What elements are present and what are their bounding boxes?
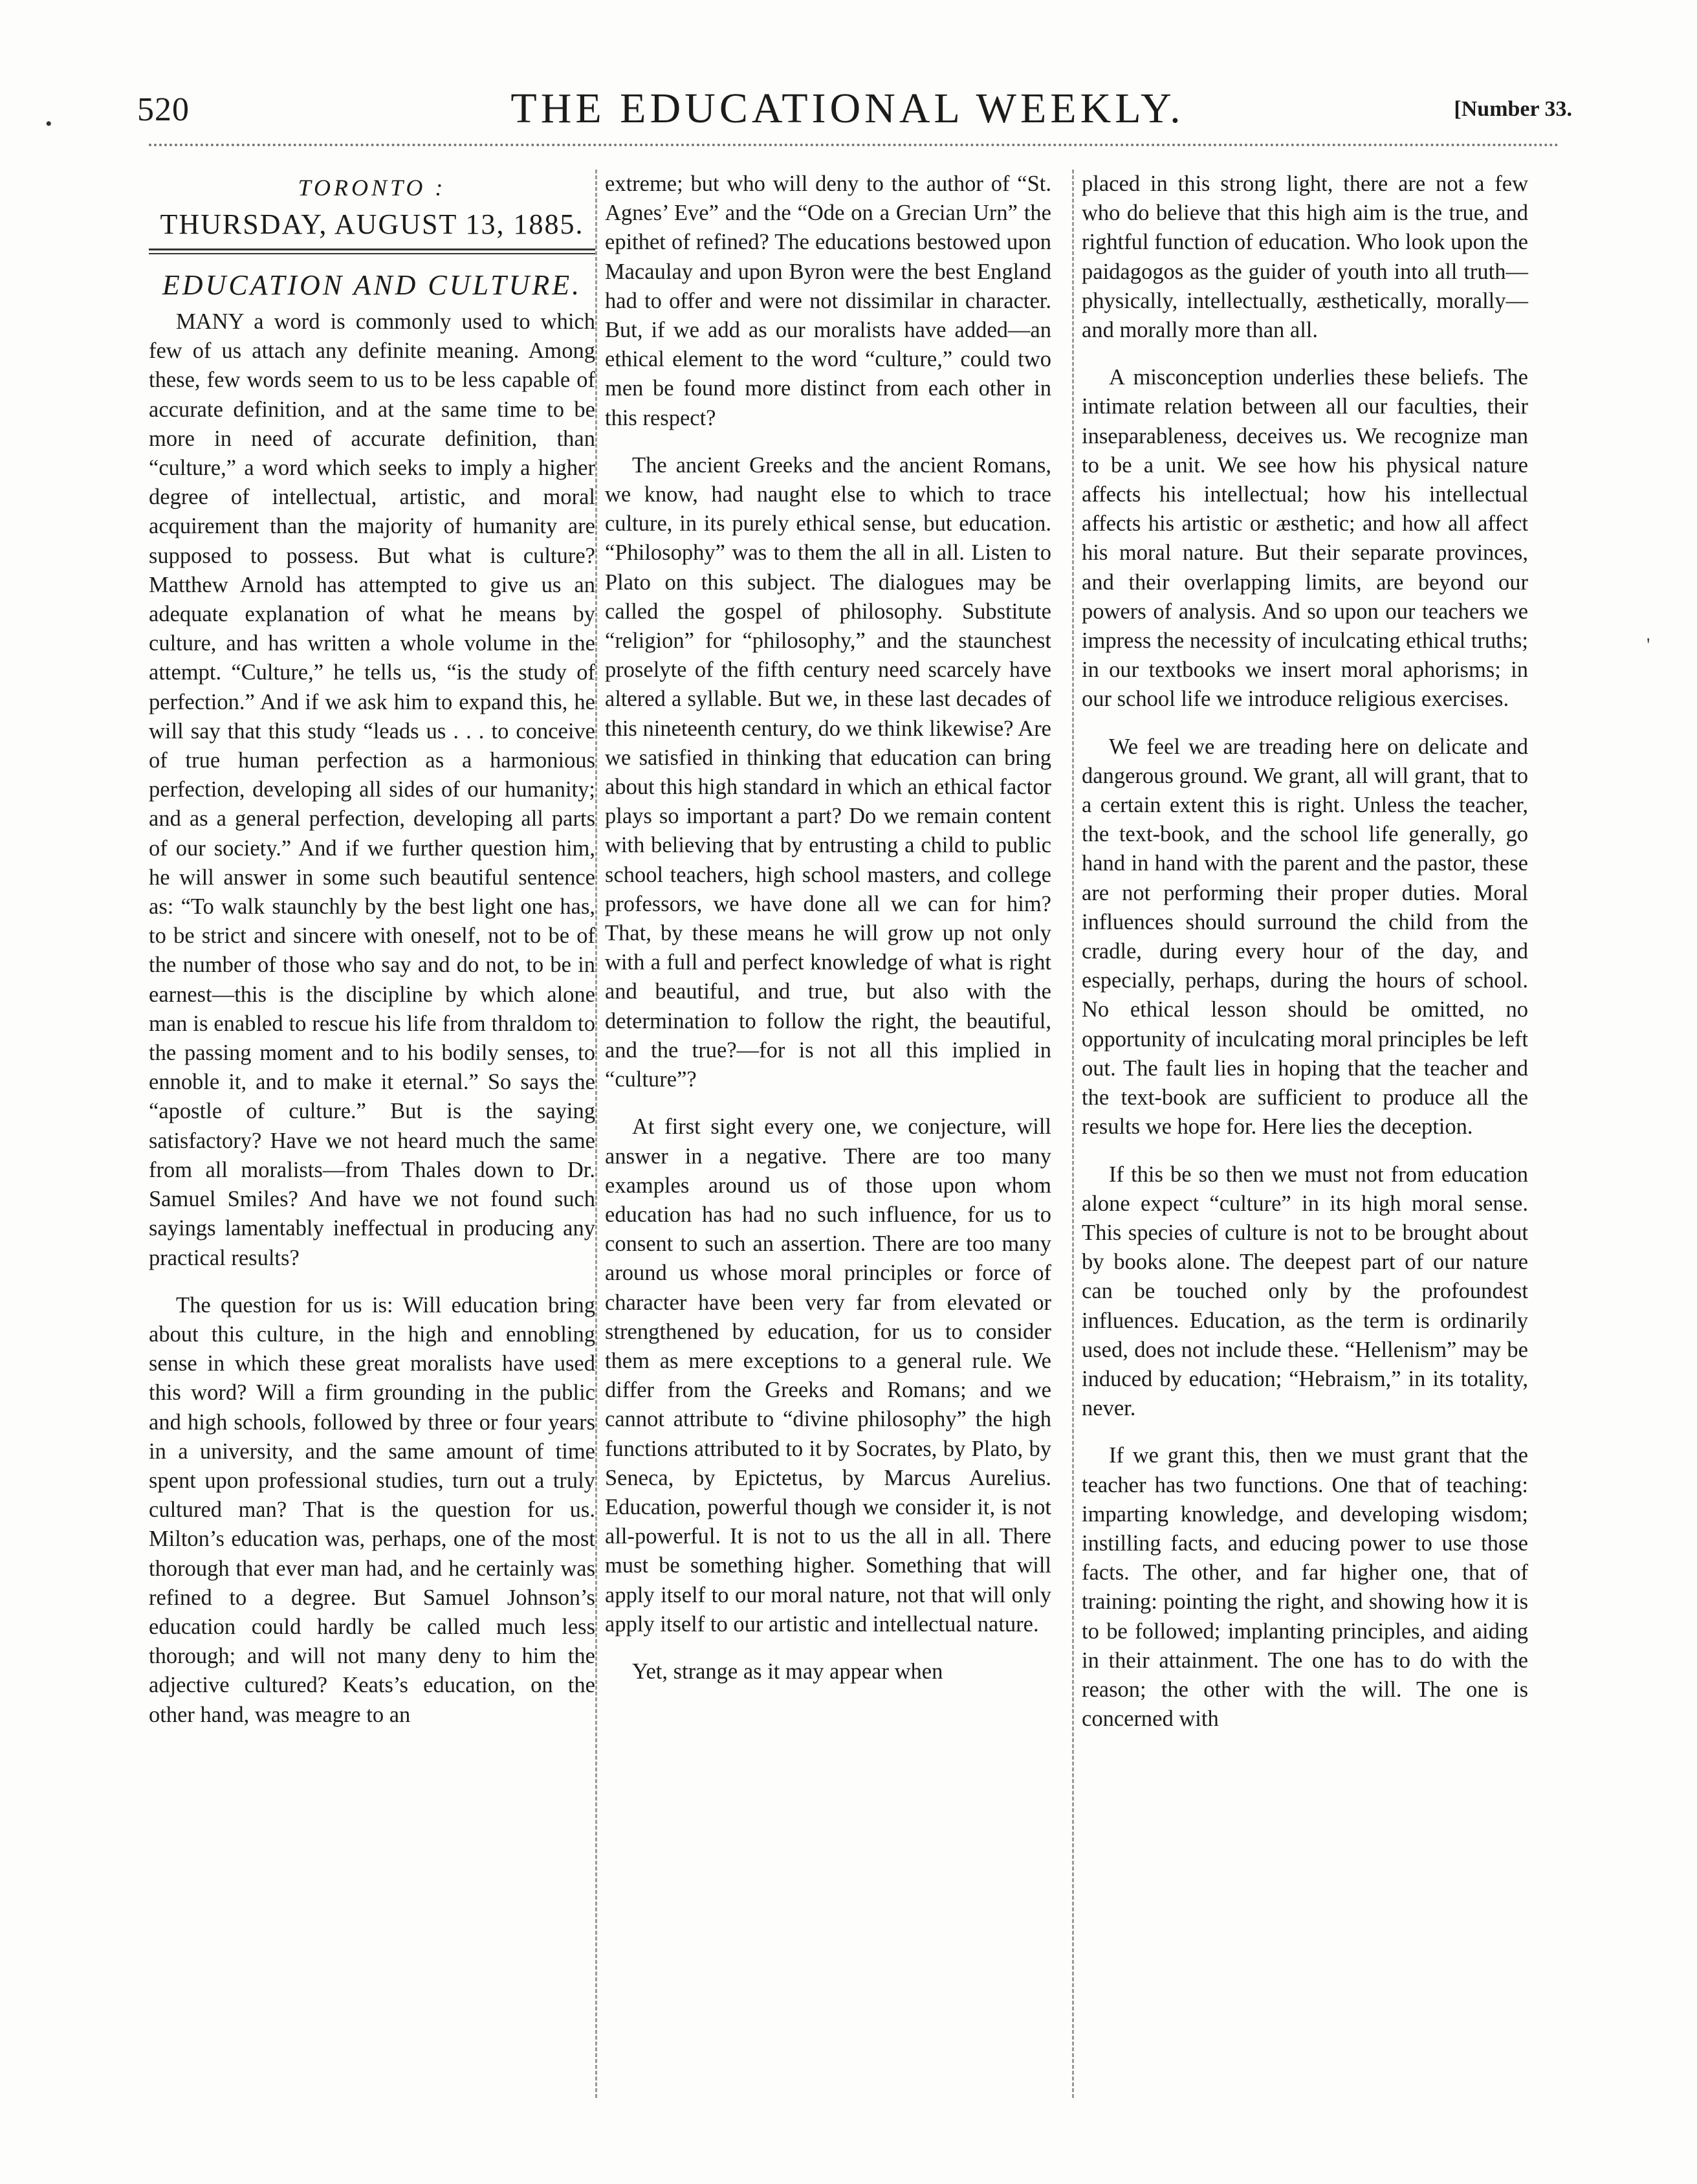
- margin-dot: •: [45, 113, 52, 135]
- column-3: [1082, 170, 1528, 1734]
- dateline-date: THURSDAY, AUGUST 13, 1885.: [160, 208, 584, 240]
- margin-tick: ': [1647, 634, 1650, 656]
- column-divider: [1072, 170, 1074, 2098]
- paragraph: MANY a word is commonly used to which few of us attach any definite meaning. Among these, few words seem to us to be less capable of accurate definition, and at the same time to be more in need of accurate definition, than “culture,” a word which seeks to imply a higher degree of intellectual, artistic, and moral acquirement than the majority of humanity are supposed to possess. But what is culture? Matthew Arnold has attempted to give us an adequate explanation of what he means by culture, and has written a whole volume in the attempt. “Culture,” he tells us, “is the study of perfection.” And if we ask him to expand this, he will say that this study “leads us . . . to conceive of true human perfection as a harmonious perfection, developing all sides of our humanity; and as a general perfection, developing all parts of our society.” And if we further question him, he will answer in some such beautiful sentence as: “To walk staunchly by the best light one has, to be strict and sincere with oneself, not to be of the number of those who say and do not, to be in earnest—this is the discipline by which alone man is enabled to rescue his life from thraldom to the passing moment and to his bodily senses, to ennoble it, and to make it eternal.” So says the “apostle of culture.” But is the saying satisfactory? Have we not heard much the same from all moralists—from Thales down to Dr. Samuel Smiles? And have we not found such sayings lamentably ineffectual in producing any practical results?: [149, 309, 595, 1270]
- paragraph: Yet, strange as it may appear when: [632, 1659, 943, 1684]
- paragraph: The ancient Greeks and the ancient Romans, we know, had naught else to which to trace culture, in its purely ethical sense, but education. “Philosophy” was to them the all in all. Listen to Plato on this subject. The dialogues may be called the gospel of philosophy. Substitute “religion” for “philosophy,” and the staunchest proselyte of the fifth century need scarcely have altered a syllable. But we, in these last decades of this nineteenth century, do we think likewise? Are we satisfied in thinking that education can bring about this high standard in which an ethical factor plays so important a part? Do we remain content with believing that by entrusting a child to public school teachers, high school masters, and college professors, we have done all we can for him? That, by these means he will grow up not only with a full and perfect knowledge of what is right and beautiful, and true, but also with the determination to follow the right, the beautiful, and the true?—for is not all this implied in “culture”?: [605, 452, 1051, 1092]
- dateline-city: TORONTO :: [298, 175, 446, 201]
- issue-number: [Number 33.: [1454, 97, 1572, 121]
- paragraph: A misconception underlies these beliefs. The intimate relation between all our faculties, their inseparableness, deceives us. We recognize man to be a unit. We see how his physical nature affects his intellectual; how his intellectual affects his artistic or æsthetic; and how all affect his moral nature. But their separate provinces, and their overlapping limits, are beyond our powers of analysis. And so upon our teachers we impress the necessity of inculcating ethical truths; in our textbooks we insert moral aphorisms; in our school life we introduce religious exercises.: [1082, 365, 1528, 712]
- column-1: [149, 170, 595, 1730]
- dateline-rule: [149, 248, 595, 254]
- header-rule: [149, 144, 1559, 146]
- page-number: 520: [137, 91, 190, 128]
- paragraph: At first sight every one, we conjecture, will answer in a negative. There are too many examples around us of those upon whom education has had no such influence, for us to consent to such an assertion. There are too many around us whose moral principles or force of character have been very far from elevated or strengthened by education, for us to consider them as mere exceptions to a general rule. We differ from the Greeks and Romans; and we cannot attribute to “divine philosophy” the high functions attributed to it by Socrates, by Plato, by Seneca, by Epictetus, by Marcus Aurelius. Education, powerful though we consider it, is not all-powerful. It is not to us the all in all. There must be something higher. Something that will apply itself to our moral nature, not that will only apply itself to our artistic and intellectual nature.: [605, 1114, 1051, 1637]
- journal-title: THE EDUCATIONAL WEEKLY.: [510, 85, 1185, 132]
- paragraph: The question for us is: Will education bring about this culture, in the high and ennobling sense in which these great moralists have used this word? Will a firm grounding in the public and high schools, followed by three or four years in a university, and the same amount of time spent upon professional studies, turn out a truly cultured man? That is the question for us. Milton’s education was, perhaps, one of the most thorough that ever man had, and he certainly was refined to a degree. But Samuel Johnson’s education could hardly be called much less thorough; and will not many deny to him the adjective cultured? Keats’s education, on the other hand, was meagre to an: [149, 1292, 595, 1727]
- paragraph: If this be so then we must not from education alone expect “culture” in its high moral sense. This species of culture is not to be brought about by books alone. The deepest part of our nature can be touched only by the profoundest influences. Education, as the term is ordinarily used, does not include these. “Hellenism” may be induced by education; “Hebraism,” in its totality, never.: [1082, 1162, 1528, 1421]
- article-title: EDUCATION AND CULTURE.: [162, 269, 582, 301]
- column-divider: [595, 170, 597, 2098]
- paragraph: We feel we are treading here on delicate and dangerous ground. We grant, all will grant, that to a certain extent this is right. Unless the teacher, the text-book, and the school life generally, go hand in hand with the parent and the pastor, these are not performing their proper duties. Moral influences should surround the child from the cradle, during every hour of the day, and especially, perhaps, during the hours of school. No ethical lesson should be omitted, no opportunity of inculcating moral principles be left out. The fault lies in hoping that the teacher and the text-book are sufficient to produce all the results we hope for. Here lies the deception.: [1082, 734, 1528, 1140]
- paragraph: extreme; but who will deny to the author of “St. Agnes’ Eve” and the “Ode on a Grecian Urn” the epithet of refined? The educations bestowed upon Macaulay and upon Byron were the best England had to offer and were not dissimilar in character. But, if we add as our moralists have added—an ethical element to the word “culture,” could two men be found more distinct from each other in this respect?: [605, 171, 1051, 430]
- paragraph: placed in this strong light, there are not a few who do believe that this high aim is the true, and rightful function of education. Who look upon the paidagogos as the guider of youth into all truth—physically, intellectually, æsthetically, morally—and morally more than all.: [1082, 171, 1528, 343]
- page-header: [123, 84, 1572, 142]
- paragraph: If we grant this, then we must grant that the teacher has two functions. One that of teaching: imparting knowledge, and developing wisdom; instilling facts, and educing power to use those facts. The other, and far higher one, that of training: pointing the right, and showing how it is to be followed; implanting principles, and aiding in their attainment. The one has to do with the reason; the other with the will. The one is concerned with: [1082, 1443, 1528, 1732]
- column-2: [605, 170, 1051, 1686]
